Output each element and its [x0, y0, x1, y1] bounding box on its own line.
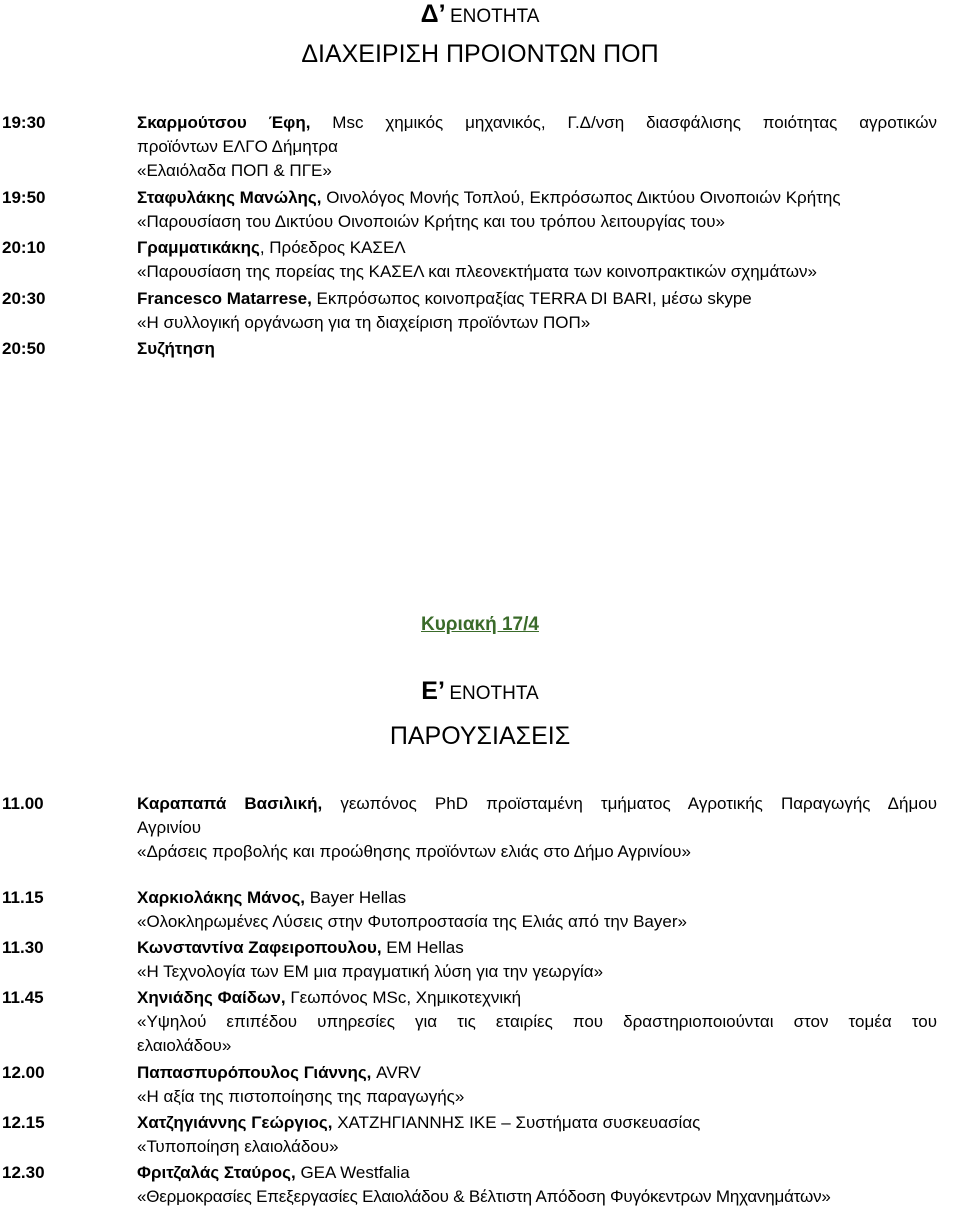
entry-talk-title: «Η συλλογική οργάνωση για τη διαχείριση προϊόντων ΠΟΠ» [137, 313, 591, 332]
entry-talk-title: «Η Τεχνολογία των ΕΜ μια πραγματική λύση για την γεωργία» [137, 962, 604, 981]
speaker-name: Χατζηγιάννης Γεώργιος, [137, 1113, 333, 1132]
section-e-letter: Ε’ [421, 677, 445, 705]
section-e-heading [0, 677, 960, 706]
entry-headline [137, 1161, 937, 1185]
entry-time: 12.30 [2, 1163, 45, 1182]
speaker-name: Χαρκιολάκης Μάνος, [137, 888, 306, 907]
entry-time: 11.15 [2, 888, 44, 907]
entry-headline [137, 1111, 937, 1135]
entry-headline [137, 337, 937, 361]
entry-talk-title: «Θερμοκρασίες Επεξεργασίες Ελαιολάδου & Βέλτιστη Απόδοση Φυγόκεντρων Μηχανημάτων» [137, 1187, 831, 1206]
speaker-name: Κωνσταντίνα Ζαφειροπουλου, [137, 938, 382, 957]
entry-headline [137, 287, 937, 311]
entry-time: 11.30 [2, 938, 44, 957]
entry-talk-title: «Τυποποίηση ελαιολάδου» [137, 1137, 339, 1156]
entry-headline [137, 936, 937, 960]
entry-line: Αγρινίου [137, 818, 202, 837]
entry-headline [137, 111, 937, 135]
speaker-detail: Εκπρόσωπος κοινοπραξίας TERRA DI BARI, μέσω skype [311, 289, 752, 308]
speaker-name: Σκαρμούτσου Έφη, [137, 113, 311, 132]
entry-talk-title: «Παρουσίαση της πορείας της ΚΑΣΕΛ και πλεονεκτήματα των κοινοπρακτικών σχημάτων» [137, 262, 817, 281]
speaker-name: Χηνιάδης Φαίδων, [137, 988, 286, 1007]
speaker-detail: ΕΜ Hellas [381, 938, 464, 957]
entry-headline [137, 1061, 937, 1085]
section-d-title: ΔΙΑΧΕΙΡΙΣΗ ΠΡΟΙΟΝΤΩΝ ΠΟΠ [301, 40, 659, 68]
entry-line: προϊόντων ΕΛΓΟ Δήμητρα [137, 137, 338, 156]
speaker-name: Φριτζαλάς Σταύρος, [137, 1163, 296, 1182]
speaker-detail: GEA Westfalia [295, 1163, 410, 1182]
entry-talk-title: «Η αξία της πιστοποίησης της παραγωγής» [137, 1087, 465, 1106]
entry-headline [137, 792, 937, 816]
entry-time: 19:50 [2, 188, 46, 207]
entry-time: 20:50 [2, 339, 46, 358]
speaker-detail: AVRV [371, 1063, 421, 1082]
entry-time: 12.00 [2, 1063, 45, 1082]
entry-time: 11.00 [2, 794, 44, 813]
speaker-name: Francesco Matarrese, [137, 289, 312, 308]
speaker-detail: , Πρόεδρος ΚΑΣΕΛ [259, 238, 406, 257]
speaker-name: Παπασπυρόπουλος Γιάννης, [137, 1063, 372, 1082]
speaker-detail: Οινολόγος Μονής Τοπλού, Εκπρόσωπος Δικτύου Οινοποιών Κρήτης [321, 188, 841, 207]
speaker-name: Συζήτηση [137, 339, 215, 358]
entry-time: 12.15 [2, 1113, 45, 1132]
speaker-detail: ΧΑΤΖΗΓΙΑΝΝΗΣ ΙΚΕ – Συστήματα συσκευασίας [332, 1113, 701, 1132]
entry-time: 20:30 [2, 289, 46, 308]
speaker-detail: Γεωπόνος MSc, Χημικοτεχνική [285, 988, 522, 1007]
entry-time: 11.45 [2, 988, 44, 1007]
section-d-letter: Δ’ [420, 0, 446, 28]
section-d-label: ΕΝΟΤΗΤΑ [450, 6, 540, 27]
entry-talk-title: «Δράσεις προβολής και προώθησης προϊόντων ελιάς στο Δήμο Αγρινίου» [137, 842, 691, 861]
speaker-name: Γραμματικάκης [137, 238, 260, 257]
entry-talk-title: «Υψηλού επιπέδου υπηρεσίες για τις εταιρίες που δραστηριοποιούνται στον τομέα του [137, 1012, 937, 1031]
speaker-detail: Msc χημικός μηχανικός, Γ.Δ/νση διασφάλισης ποιότητας αγροτικών [310, 113, 938, 132]
entry-time: 19:30 [2, 113, 46, 132]
speaker-name: Καραπαπά Βασιλική, [137, 794, 323, 813]
entry-headline [137, 236, 937, 260]
section-e-label: ΕΝΟΤΗΤΑ [449, 683, 539, 704]
speaker-name: Σταφυλάκης Μανώλης, [137, 188, 322, 207]
entry-talk-title: «Ελαιόλαδα ΠΟΠ & ΠΓΕ» [137, 161, 332, 180]
entry-talk-title: «Παρουσίαση του Δικτύου Οινοποιών Κρήτης και του τρόπου λειτουργίας του» [137, 212, 725, 231]
entry-headline [137, 186, 937, 210]
entry-line: ελαιολάδου» [137, 1036, 232, 1055]
entry-headline [137, 886, 937, 910]
day-label: Κυριακή 17/4 [421, 614, 539, 635]
entry-headline [137, 986, 937, 1010]
section-e-title: ΠΑΡΟΥΣΙΑΣΕΙΣ [389, 722, 571, 750]
speaker-detail: Bayer Hellas [305, 888, 407, 907]
section-d-heading [0, 0, 960, 29]
entry-talk-title: «Ολοκληρωμένες Λύσεις στην Φυτοπροστασία της Ελιάς από την Bayer» [137, 912, 687, 931]
entry-time: 20:10 [2, 238, 46, 257]
speaker-detail: γεωπόνος PhD προϊσταμένη τμήματος Αγροτικής Παραγωγής Δήμου [322, 794, 938, 813]
day-heading [0, 614, 960, 636]
